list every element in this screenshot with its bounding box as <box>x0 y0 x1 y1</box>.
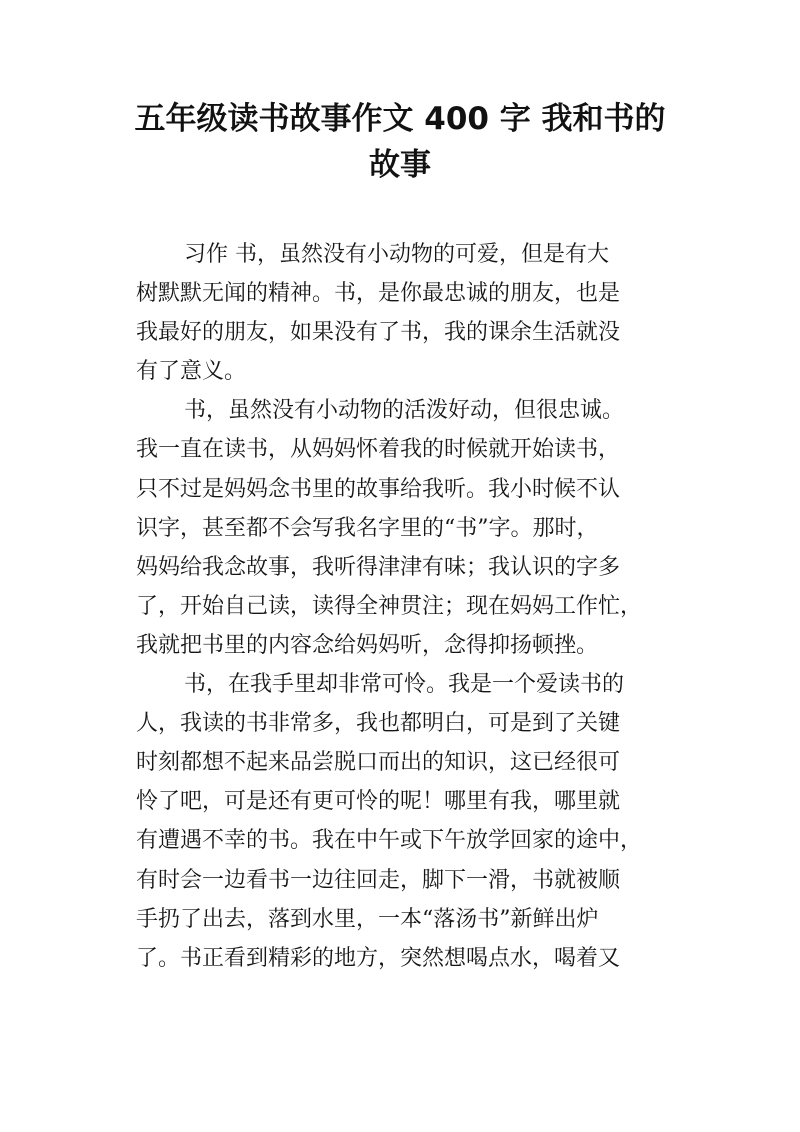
body-line: 妈妈给我念故事，我听得津津有味；我认识的字多 <box>136 554 621 580</box>
body-line: 有了意义。 <box>136 359 247 385</box>
body-line: 了，开始自己读，读得全神贯注；现在妈妈工作忙， <box>136 593 643 619</box>
body-line: 书，虽然没有小动物的活泼好动，但很忠诚。 <box>184 398 625 424</box>
body-line: 我就把书里的内容念给妈妈听，念得抑扬顿挫。 <box>136 632 599 658</box>
body-line: 只不过是妈妈念书里的故事给我听。我小时候不认 <box>136 476 621 502</box>
document-title <box>100 96 700 188</box>
body-line: 我一直在读书，从妈妈怀着我的时候就开始读书， <box>136 437 621 463</box>
title-line-1: 五年级读书故事作文 400 字 我和书的 <box>134 101 666 137</box>
body-line: 树默默无闻的精神。书，是你最忠诚的朋友，也是 <box>136 281 621 307</box>
body-line: 人，我读的书非常多，我也都明白，可是到了关键 <box>136 711 621 737</box>
body-line: 识字，甚至都不会写我名字里的“书”字。那时， <box>136 515 599 541</box>
body-line: 有遭遇不幸的书。我在中午或下午放学回家的途中， <box>136 828 643 854</box>
body-line: 怜了吧，可是还有更可怜的呢！哪里有我，哪里就 <box>136 789 621 815</box>
body-line: 了。书正看到精彩的地方，突然想喝点水，喝着又 <box>136 945 621 971</box>
body-line: 习作 书，虽然没有小动物的可爱，但是有大 <box>184 242 609 267</box>
body-line: 时刻都想不起来品尝脱口而出的知识，这已经很可 <box>136 750 621 776</box>
essay-body <box>136 235 666 978</box>
body-line: 我最好的朋友，如果没有了书，我的课余生活就没 <box>136 320 621 346</box>
body-line: 书，在我手里却非常可怜。我是一个爱读书的 <box>184 672 625 698</box>
body-line: 有时会一边看书一边往回走，脚下一滑，书就被顺 <box>136 867 621 893</box>
title-line-2: 故事 <box>369 147 431 183</box>
body-line: 手扔了出去，落到水里，一本“落汤书”新鲜出炉 <box>136 906 599 932</box>
